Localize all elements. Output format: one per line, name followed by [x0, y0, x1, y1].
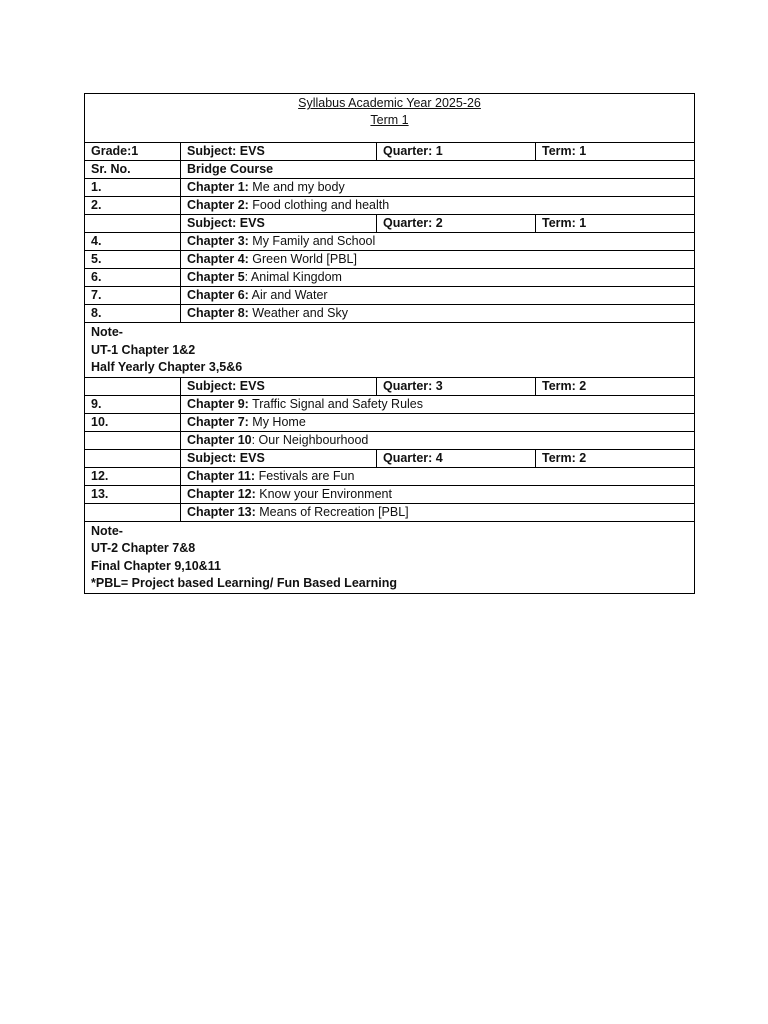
term-cell: Term: 2 — [536, 377, 695, 395]
term-cell: Term: 1 — [536, 215, 695, 233]
table-row — [85, 197, 695, 215]
chapter-cell — [181, 179, 695, 197]
note-row — [85, 323, 695, 378]
chapter-title: Know your Environment — [255, 486, 392, 501]
table-row — [85, 413, 695, 431]
row-number: 2. — [85, 197, 181, 215]
row-number: 5. — [85, 251, 181, 269]
row-number: 13. — [85, 485, 181, 503]
chapter-label: Chapter 11: — [187, 468, 256, 483]
row-number: 1. — [85, 179, 181, 197]
row-number: 6. — [85, 269, 181, 287]
subject-cell: Subject: EVS — [181, 449, 377, 467]
chapter-label: Chapter 4: — [187, 252, 249, 266]
table-row — [85, 503, 695, 521]
table-row — [85, 251, 695, 269]
chapter-label: Chapter 7: — [187, 414, 249, 429]
chapter-cell — [181, 305, 695, 323]
empty-cell — [85, 215, 181, 233]
syllabus-table — [84, 93, 695, 594]
row-number: 8. — [85, 305, 181, 323]
quarter-header-row — [85, 215, 695, 233]
srno-row — [85, 161, 695, 179]
subject-cell: Subject: EVS — [181, 215, 377, 233]
row-number: 7. — [85, 287, 181, 305]
chapter-title: Me and my body — [248, 180, 345, 194]
subject-cell: Subject: EVS — [181, 377, 377, 395]
note-line: UT-2 Chapter 7&8 — [91, 541, 196, 555]
empty-cell — [85, 449, 181, 467]
chapter-title: Food clothing and health — [248, 198, 390, 212]
syllabus-title: Syllabus Academic Year 2025-26 — [298, 96, 481, 110]
note-line: UT-1 Chapter 1&2 — [91, 342, 196, 357]
chapter-cell — [181, 413, 695, 431]
chapter-title: Weather and Sky — [248, 306, 348, 320]
row-number: 9. — [85, 395, 181, 413]
term-cell: Term: 1 — [536, 143, 695, 161]
table-row — [85, 287, 695, 305]
chapter-label: Chapter 2: — [187, 198, 249, 212]
note-heading: Note- — [91, 523, 123, 538]
chapter-title: My Home — [248, 414, 306, 429]
header-cell — [85, 94, 695, 143]
table-row — [85, 269, 695, 287]
chapter-title: Traffic Signal and Safety Rules — [248, 396, 423, 411]
chapter-cell — [181, 467, 695, 485]
chapter-label: Chapter 9: — [187, 396, 249, 411]
row-number — [85, 431, 181, 449]
table-row — [85, 485, 695, 503]
table-row — [85, 467, 695, 485]
table-row — [85, 395, 695, 413]
note-row — [85, 521, 695, 593]
chapter-cell — [181, 431, 695, 449]
chapter-cell — [181, 395, 695, 413]
row-number — [85, 503, 181, 521]
chapter-title: My Family and School — [248, 234, 376, 248]
row-number: 10. — [85, 413, 181, 431]
grade-cell: Grade:1 — [85, 143, 181, 161]
table-row — [85, 431, 695, 449]
quarter-cell: Quarter: 4 — [377, 449, 536, 467]
table-row — [85, 305, 695, 323]
chapter-cell — [181, 233, 695, 251]
chapter-cell — [181, 197, 695, 215]
chapter-cell — [181, 269, 695, 287]
quarter-header-row — [85, 449, 695, 467]
chapter-label: Chapter 6: — [187, 288, 249, 302]
quarter-cell: Quarter: 3 — [377, 377, 536, 395]
chapter-label: Chapter 5 — [187, 270, 245, 284]
chapter-cell — [181, 503, 695, 521]
note-cell — [85, 521, 695, 593]
chapter-title: Green World [PBL] — [248, 252, 357, 266]
note-line: Half Yearly Chapter 3,5&6 — [91, 360, 243, 374]
chapter-cell — [181, 485, 695, 503]
table-row — [85, 233, 695, 251]
chapter-title: Festivals are Fun — [255, 468, 355, 483]
quarter-header-row — [85, 377, 695, 395]
chapter-title: Air and Water — [248, 288, 328, 302]
header-row — [85, 94, 695, 143]
pbl-legend: *PBL= Project based Learning/ Fun Based Learning — [91, 576, 397, 590]
chapter-label: Chapter 3: — [187, 234, 249, 248]
quarter-cell: Quarter: 2 — [377, 215, 536, 233]
chapter-label: Chapter 13: — [187, 504, 256, 519]
chapter-label: Chapter 1: — [187, 180, 249, 194]
chapter-title: Means of Recreation [PBL] — [255, 504, 409, 519]
chapter-title: : Animal Kingdom — [244, 270, 342, 284]
empty-cell — [85, 377, 181, 395]
note-line: Final Chapter 9,10&11 — [91, 558, 221, 573]
chapter-label: Chapter 10 — [187, 432, 252, 447]
term-title: Term 1 — [370, 113, 409, 127]
subject-cell: Subject: EVS — [181, 143, 377, 161]
chapter-cell — [181, 287, 695, 305]
note-cell — [85, 323, 695, 378]
chapter-title: : Our Neighbourhood — [251, 432, 369, 447]
note-heading: Note- — [91, 325, 123, 339]
chapter-cell — [181, 251, 695, 269]
row-number: 12. — [85, 467, 181, 485]
chapter-label: Chapter 12: — [187, 486, 256, 501]
chapter-label: Chapter 8: — [187, 306, 249, 320]
row-number: 4. — [85, 233, 181, 251]
quarter-cell: Quarter: 1 — [377, 143, 536, 161]
term-cell: Term: 2 — [536, 449, 695, 467]
srno-label: Sr. No. — [85, 161, 181, 179]
grade-row — [85, 143, 695, 161]
table-row — [85, 179, 695, 197]
bridge-course: Bridge Course — [181, 161, 695, 179]
